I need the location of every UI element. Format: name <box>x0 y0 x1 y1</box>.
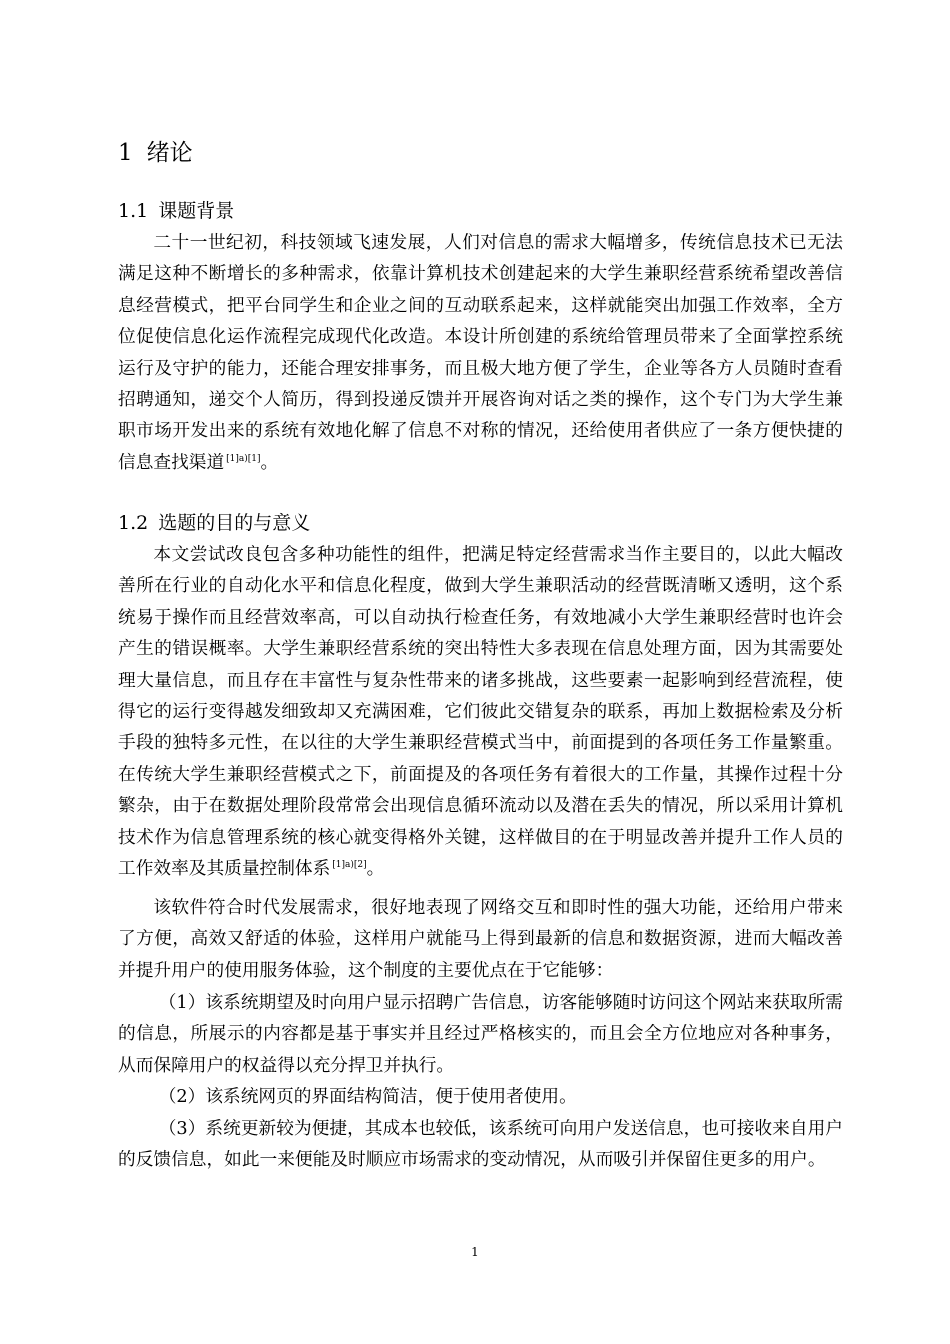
paragraph-text: 该软件符合时代发展需求，很好地表现了网络交互和即时性的强大功能，还给用户带来了方便，高效又舒适的体验，这样用户就能马上得到最新的信息和数据资源，进而大幅改善并提升用户的使用服务体验，这个制度的主要优点在于它能够： <box>118 898 843 981</box>
list-item-text: （1）该系统期望及时向用户显示招聘广告信息，访客能够随时访问这个网站来获取所需的信息，所展示的内容都是基于事实并且经过严格核实的，而且会全方位地应对各种事务，从而保障用户的权益得以充分捍卫并执行。 <box>118 993 843 1076</box>
section-heading-1-2 <box>118 510 310 536</box>
section-number: 1.2 <box>118 512 149 534</box>
chapter-number: 1 <box>118 140 133 166</box>
list-item <box>118 988 843 1082</box>
paragraph-text: 本文尝试改良包含多种功能性的组件，把满足特定经营需求当作主要目的，以此大幅改善所在行业的自动化水平和信息化程度，做到大学生兼职活动的经营既清晰又透明，这个系统易于操作而且经营效率高，可以自动执行检查任务，有效地减小大学生兼职经营时也许会产生的错误概率。大学生兼职经营系统的突出特性大多表现在信息处理方面，因为其需要处理大量信息，而且存在丰富性与复杂性带来的诸多挑战，这些要素一起影响到经营流程，使得它的运行变得越发细致却又充满困难，它们彼此交错复杂的联系，再加上数据检索及分析手段的独特多元性，在以往的大学生兼职经营模式当中，前面提到的各项任务工作量繁重。在传统大学生兼职经营模式之下，前面提及的各项任务有着很大的工作量，其操作过程十分繁杂，由于在数据处理阶段常常会出现信息循环流动以及潜在丢失的情况，所以采用计算机技术作为信息管理系统的核心就变得格外关键，这样做目的在于明显改善并提升工作人员的工作效率及其质量控制体系 <box>118 545 843 880</box>
paragraph-end: 。 <box>366 859 385 880</box>
significance-paragraph <box>118 893 843 987</box>
section-title: 选题的目的与意义 <box>158 512 311 534</box>
page-number: 1 <box>471 1245 479 1259</box>
background-paragraph <box>118 228 843 479</box>
section-number: 1.1 <box>118 200 149 222</box>
purpose-paragraph <box>118 540 843 885</box>
citation-marker: [1]a)[1] <box>226 453 261 464</box>
list-item <box>118 1082 843 1113</box>
list-item-text: （3）系统更新较为便捷，其成本也较低，该系统可向用户发送信息，也可接收来自用户的反馈信息，如此一来便能及时顺应市场需求的变动情况，从而吸引并保留住更多的用户。 <box>118 1119 843 1171</box>
citation-marker: [1]a)[2] <box>332 860 367 871</box>
paragraph-text: 二十一世纪初，科技领域飞速发展，人们对信息的需求大幅增多，传统信息技术已无法满足这种不断增长的多种需求，依靠计算机技术创建起来的大学生兼职经营系统希望改善信息经营模式，把平台同学生和企业之间的互动联系起来，这样就能突出加强工作效率，全方位促使信息化运作流程完成现代化改造。本设计所创建的系统给管理员带来了全面掌控系统运行及守护的能力，还能合理安排事务，而且极大地方便了学生，企业等各方人员随时查看招聘通知，递交个人简历，得到投递反馈并开展咨询对话之类的操作，这个专门为大学生兼职市场开发出来的系统有效地化解了信息不对称的情况，还给使用者供应了一条方便快捷的信息查找渠道 <box>118 233 843 473</box>
chapter-title: 绪论 <box>146 140 193 166</box>
list-item-text: （2）该系统网页的界面结构简洁，便于使用者使用。 <box>158 1087 577 1107</box>
chapter-heading <box>118 138 193 168</box>
list-item <box>118 1114 843 1177</box>
section-heading-1-1 <box>118 198 234 224</box>
paragraph-end: 。 <box>260 452 279 473</box>
section-title: 课题背景 <box>158 200 235 222</box>
